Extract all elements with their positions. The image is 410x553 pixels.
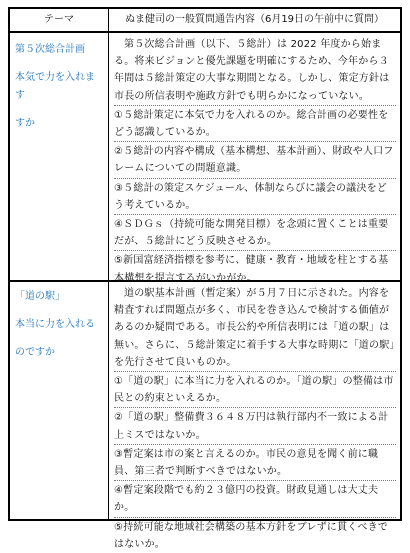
question-item: ①５総計策定に本気で力を入れるのか。総合計画の必要性をどう認識しているか。 <box>114 105 396 141</box>
theme-line: 第５次総合計画 <box>15 44 85 55</box>
table-row <box>10 33 400 282</box>
header-content: ぬま健司の一般質問通告内容（6月19日の午前中に質問） <box>124 14 385 25</box>
intro-paragraph: 第５次総合計画（以下、５総計）は 2022 年度から始まる。将来ビジョンと優先課題を明確にするため、今年から３年間は５総計策定の大事な期間となる。しかし、策定方針は市長の所信表明や施政方針でも明らかになっていない。 <box>114 39 390 102</box>
theme-line: 本気で力を入れます <box>15 72 95 101</box>
question-item: ⑤新国富経済指標を参考に、健康・教育・地域を柱とする基本構想を提言するがいかがか。 <box>114 250 396 286</box>
question-table <box>8 7 402 550</box>
table-row <box>10 282 400 550</box>
question-item: ③暫定案は市の案と言えるのか。市民の意見を聞く前に職員、第三者で判断すべきではないか。 <box>114 444 396 480</box>
question-item: ②５総計の内容や構成（基本構想、基本計画）、財政や人口フレームについての問題意識。 <box>114 141 396 177</box>
question-item: ⑤持続可能な地域社会構築の基本方針をブレずに貫くべきではないか。 <box>114 517 396 553</box>
row-theme <box>15 41 103 133</box>
theme-line: 本当に力を入れる <box>15 319 95 330</box>
table-header-row <box>10 9 400 33</box>
question-item: ②「道の駅」整備費３６４８万円は執行部内不一致による計上ミスではないか。 <box>114 407 396 443</box>
row-content <box>114 36 396 287</box>
question-item: ④ＳＤＧｓ（持続可能な開発目標）を念頭に置くことは重要だが、５総計にどう反映させるか。 <box>114 214 396 250</box>
question-item: ①「道の駅」に本当に力を入れるのか。「道の駅」の整備は市民との約束といえるか。 <box>114 371 396 407</box>
theme-line: 「道の駅」 <box>15 291 65 302</box>
header-theme: テーマ <box>10 9 109 31</box>
question-item: ③５総計の策定スケジュール、体制ならびに議会の議決をどう考えているか。 <box>114 178 396 214</box>
theme-line: すか <box>15 118 35 129</box>
question-item: ④暫定案段階でも約２３億円の投資。財政見通しは大丈夫か。 <box>114 480 396 516</box>
intro-paragraph: 道の駅基本計画（暫定案）が５月７日に示された。内容を精査すれば問題点が多く、市民を巻き込んで検討する価値があるのか疑問である。市長公約や所信表明には「道の駅」は無い。さらに、５総計策定に着手する大事な時期に「道の駅」を先行させて良いものか。 <box>114 288 395 368</box>
theme-line: のですか <box>15 347 55 358</box>
row-content <box>114 285 396 553</box>
row-theme <box>15 288 103 362</box>
